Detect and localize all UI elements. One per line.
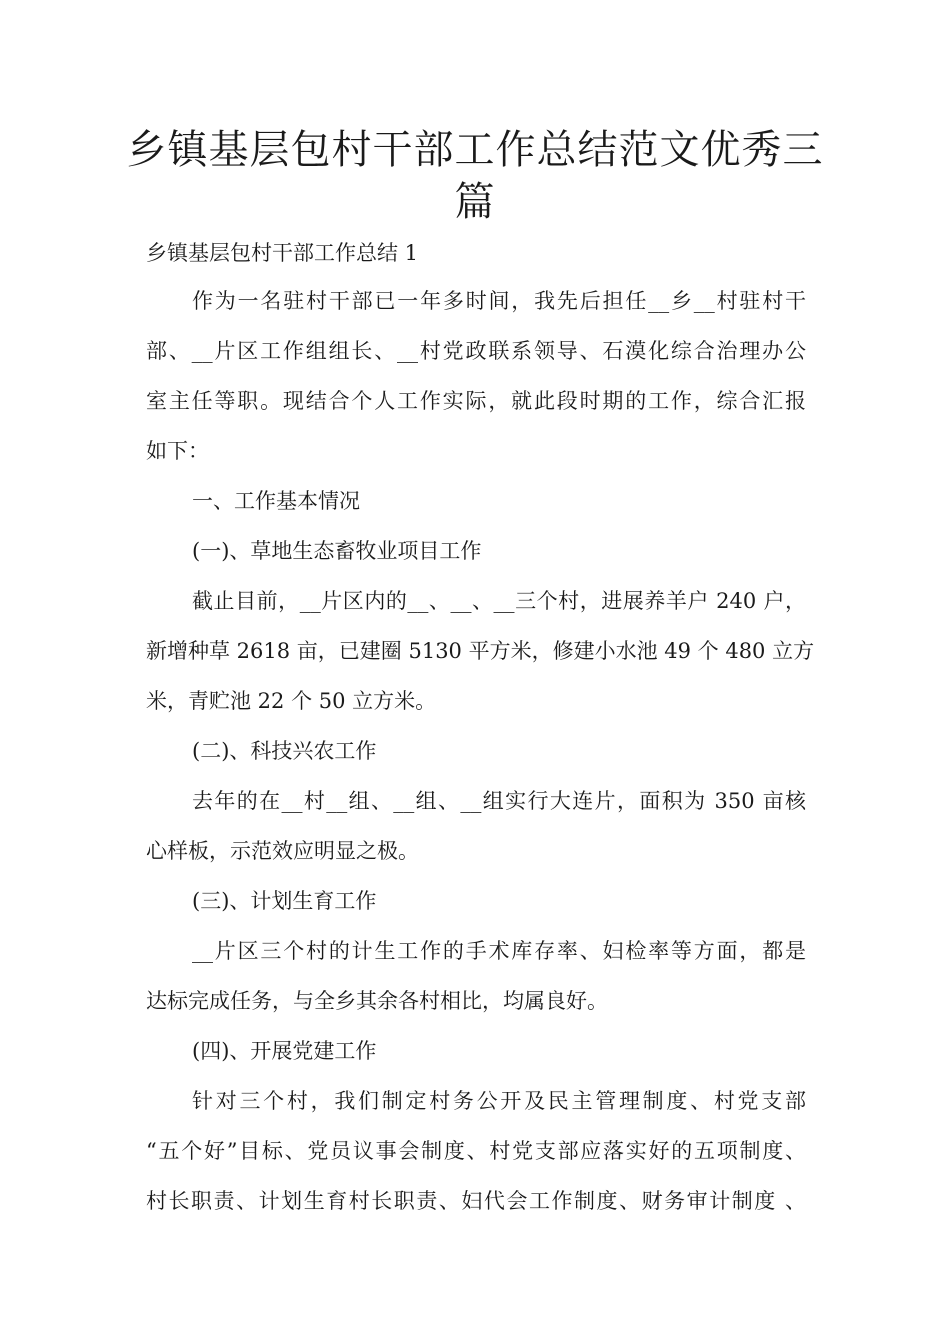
document-subtitle: 乡镇基层包村干部工作总结 1 [146,241,419,265]
body-line: __片区三个村的计生工作的手术库存率、妇检率等方面，都是 [192,939,806,963]
body-line: 新增种草 2618 亩，已建圈 5130 平方米，修建小水池 49 个 480 立方 [146,639,815,663]
body-line: 达标完成任务，与全乡其余各村相比，均属良好。 [146,989,608,1013]
body-line: 去年的在__村__组、__组、__组实行大连片，面积为 350 亩核 [192,789,806,813]
subsection-heading: (四)、开展党建工作 [192,1039,377,1063]
subsection-heading: (二)、科技兴农工作 [192,739,377,763]
body-line: 米，青贮池 22 个 50 立方米。 [146,689,437,713]
subsection-heading: (一)、草地生态畜牧业项目工作 [192,539,482,563]
body-line: 心样板，示范效应明显之极。 [146,839,419,863]
body-line: 针对三个村，我们制定村务公开及民主管理制度、村党支部 [192,1089,806,1113]
body-line: 如下： [146,439,209,463]
body-line: 村长职责、计划生育村长职责、妇代会工作制度、财务审计制度 、 [146,1189,806,1213]
body-line: 作为一名驻村干部已一年多时间，我先后担任__乡__村驻村干 [192,289,806,313]
body-line: 部、__片区工作组组长、__村党政联系领导、石漠化综合治理办公 [146,339,806,363]
body-line: “五个好”目标、党员议事会制度、村党支部应落实好的五项制度、 [146,1139,806,1163]
body-line: 室主任等职。现结合个人工作实际，就此段时期的工作，综合汇报 [146,389,806,413]
subsection-heading: (三)、计划生育工作 [192,889,377,913]
body-line: 截止目前，__片区内的__、__、__三个村，进展养羊户 240 户， [192,589,806,613]
section-heading: 一、工作基本情况 [192,489,360,513]
document-title: 乡镇基层包村干部工作总结范文优秀三篇 [126,127,824,225]
